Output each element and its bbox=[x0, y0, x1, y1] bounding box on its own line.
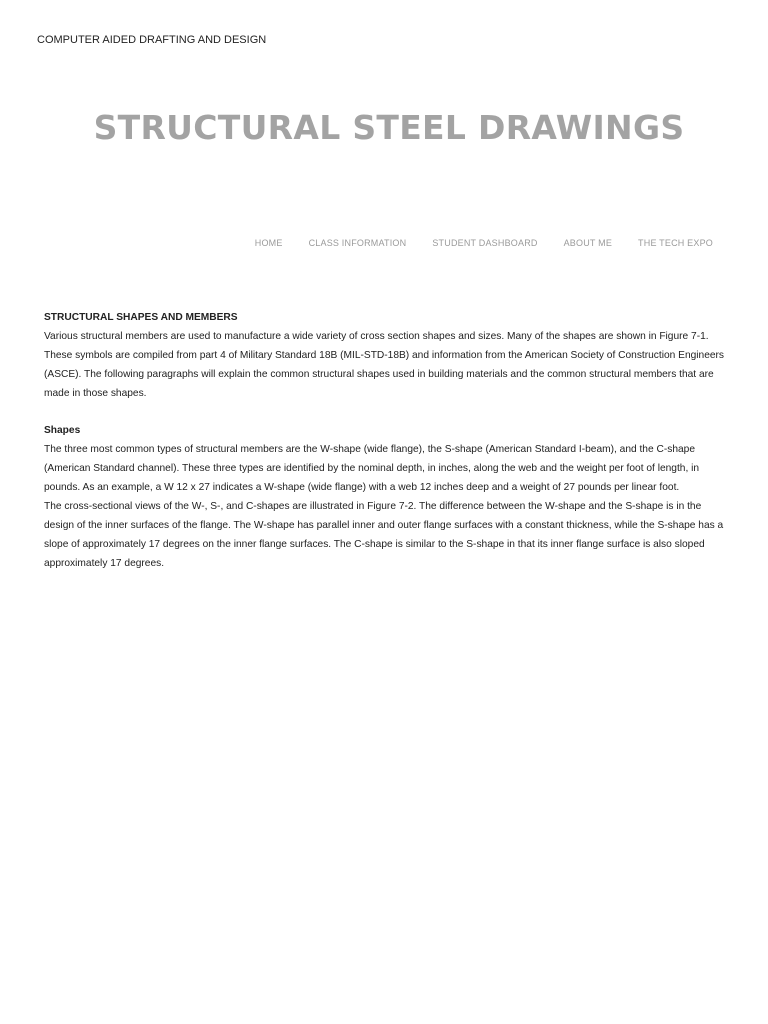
nav-item-class-information[interactable]: CLASS INFORMATION bbox=[308, 238, 407, 248]
section-body-structural-shapes: Various structural members are used to manufacture a wide variety of cross section shapes and sizes. Many of the shapes are shown in Figure 7-1. These symbols are compiled from part 4 of Military Standard 18B (MIL-STD-18B) and information from the American Society of Construction Engineers (ASCE). The following paragraphs will explain the common structural shapes used in building materials and the common structural members that are made in those shapes. bbox=[44, 330, 725, 399]
site-label[interactable]: COMPUTER AIDED DRAFTING AND DESIGN bbox=[37, 34, 267, 46]
section-heading-shapes: Shapes bbox=[44, 425, 81, 437]
nav-item-the-tech-expo[interactable]: THE TECH EXPO bbox=[638, 238, 713, 248]
paragraph-spacer bbox=[44, 404, 730, 423]
nav-item-student-dashboard[interactable]: STUDENT DASHBOARD bbox=[432, 238, 538, 248]
main-nav bbox=[255, 238, 713, 248]
section-body-shapes-paragraph-1: The three most common types of structural members are the W-shape (wide flange), the S-shape (American Standard I-beam), and the C-shape (American Standard channel). These three types are identified by the nominal depth, in inches, along the web and the weight per foot of length, in pounds. As an example, a W 12 x 27 indicates a W-shape (wide flange) with a web 12 inches deep and a weight of 27 pounds per linear foot. bbox=[44, 444, 700, 494]
section-heading-structural-shapes: STRUCTURAL SHAPES AND MEMBERS bbox=[44, 312, 238, 323]
section-body-shapes-paragraph-2: The cross-sectional views of the W-, S-, and C-shapes are illustrated in Figure 7-2. The difference between the W-shape and the S-shape is in the design of the inner surfaces of the flange. The W-shape has parallel inner and outer flange surfaces with a constant thickness, while the S-shape has a slope of approximately 17 degrees on the inner flange surfaces. The C-shape is similar to the S-shape in that its inner flange surface is also sloped approximately 17 degrees. bbox=[44, 501, 724, 569]
nav-item-home[interactable]: HOME bbox=[254, 238, 283, 248]
page-title: STRUCTURAL STEEL DRAWINGS bbox=[93, 108, 685, 147]
nav-item-about-me[interactable]: ABOUT ME bbox=[563, 238, 613, 248]
main-content bbox=[44, 309, 730, 574]
